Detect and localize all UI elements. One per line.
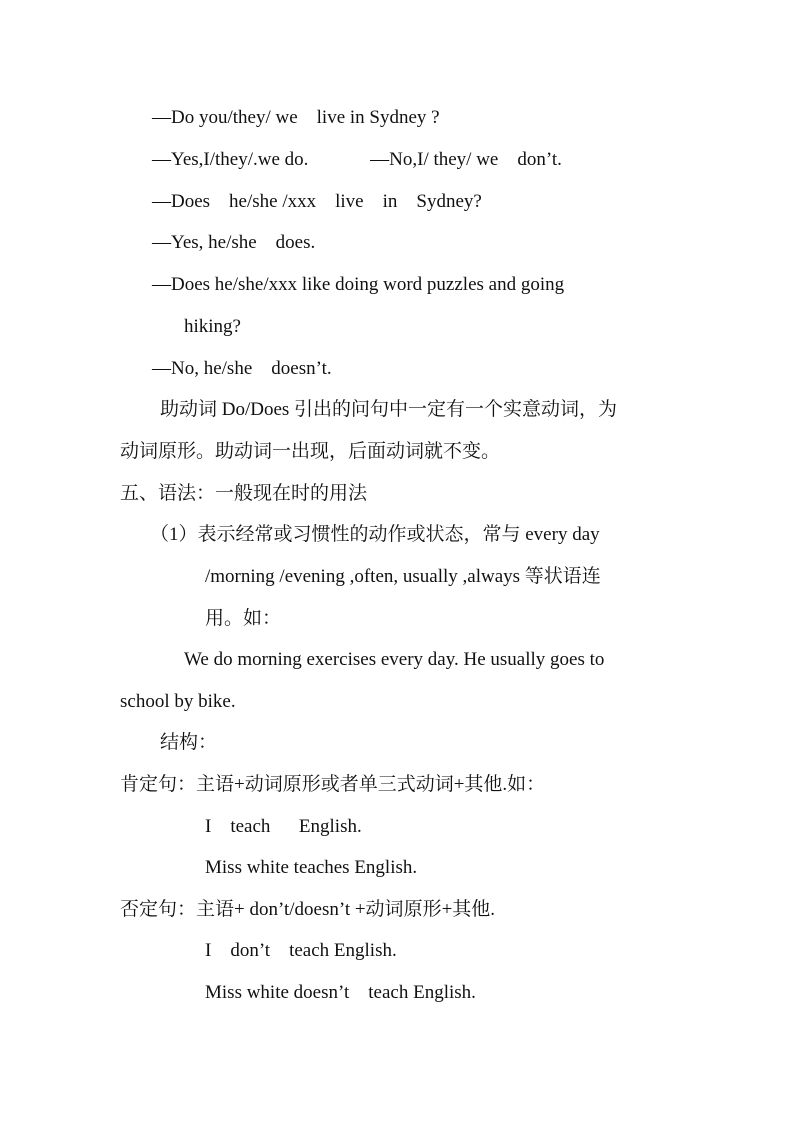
affirmative-example-2: Miss white teaches English. [205, 857, 418, 878]
dialogue-question-do: —Do you/they/ we live in Sydney ? [152, 107, 440, 128]
dialogue-answer-yes: —Yes, he/she does. [152, 232, 316, 253]
structure-label: 结构： [160, 732, 218, 753]
dialogue-answers-do: —Yes,I/they/.we do. —No,I/ they/ we don’t. [152, 149, 562, 170]
negative-example-2: Miss white doesn’t teach English. [205, 982, 476, 1003]
negative-rule: 否定句：主语+ don’t/doesn’t +动词原形+其他. [120, 899, 496, 920]
dialogue-question-does: —Does he/she /xxx live in Sydney? [152, 191, 482, 212]
usage-item-1: （1）表示经常或习惯性的动作或状态，常与 every day [150, 524, 600, 545]
dialogue-answer-no: —No, he/she doesn’t. [152, 358, 332, 379]
example-sentence: We do morning exercises every day. He usually goes to [184, 649, 605, 670]
affirmative-example-1: I teach English. [205, 816, 362, 837]
auxiliary-note: 助动词 Do/Does 引出的问句中一定有一个实意动词，为 [160, 399, 618, 420]
auxiliary-note-cont: 动词原形。助动词一出现，后面动词就不变。 [120, 441, 501, 462]
usage-item-1-cont: /morning /evening ,often, usually ,always 等状语连 [205, 566, 601, 587]
example-sentence-cont: school by bike. [120, 691, 236, 712]
usage-item-1-end: 用。如： [205, 608, 282, 629]
dialogue-question-like-cont: hiking? [184, 316, 241, 337]
negative-example-1: I don’t teach English. [205, 940, 397, 961]
affirmative-rule: 肯定句：主语+动词原形或者单三式动词+其他.如： [120, 774, 546, 795]
dialogue-question-like: —Does he/she/xxx like doing word puzzles and going [152, 274, 565, 295]
section-heading-grammar: 五、语法：一般现在时的用法 [120, 483, 368, 504]
